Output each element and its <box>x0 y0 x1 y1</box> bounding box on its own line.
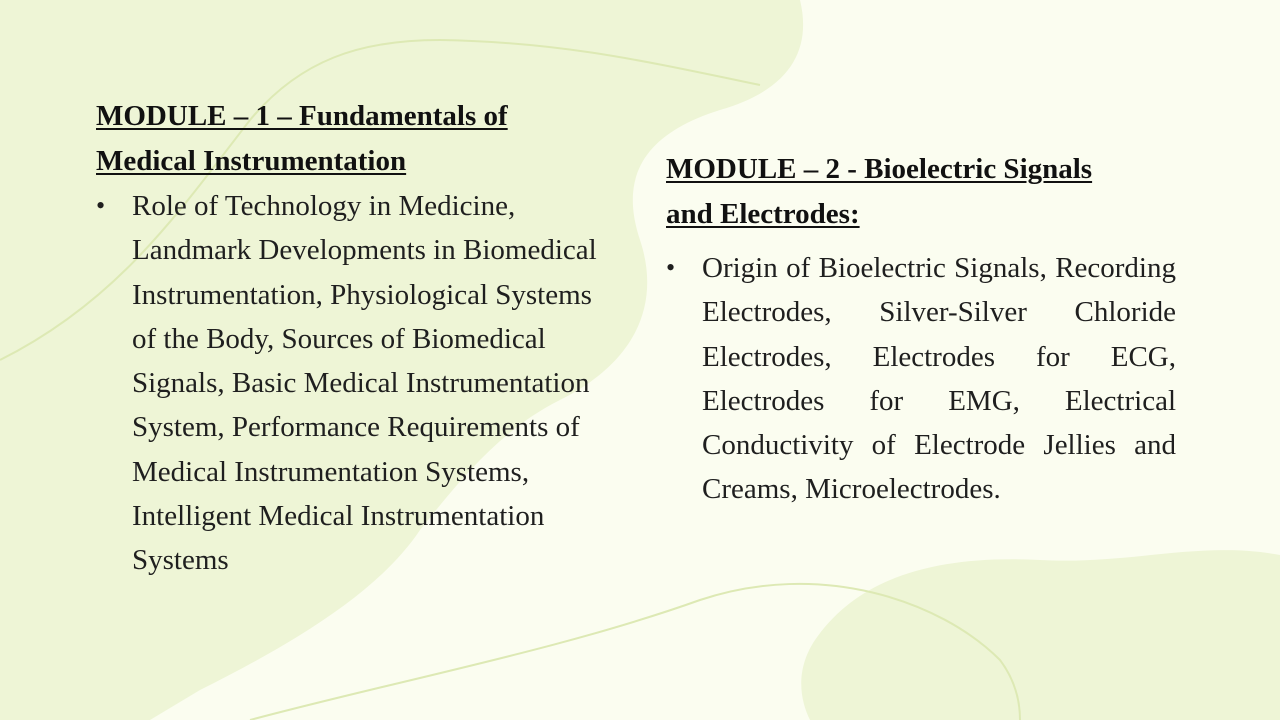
module-1-bullet-list <box>96 184 616 583</box>
module-1-heading <box>96 94 616 184</box>
module-1-heading-line1: MODULE – 1 – Fundamentals of <box>96 100 508 132</box>
module-2-topics-text: Origin of Bioelectric Signals, Recording Electrodes, Silver-Silver Chloride Electrodes, Electrodes for ECG, Electrodes for EMG, Electrical Conductivity of Electrode Jellies and Creams, Microelectrodes. <box>702 252 1176 506</box>
module-2-heading-line2: and Electrodes: <box>666 198 860 230</box>
module-2-section <box>666 147 1176 512</box>
module-1-bullet-item <box>96 184 616 583</box>
bullet-marker: • <box>96 191 106 220</box>
bullet-marker: • <box>666 253 676 282</box>
module-2-heading <box>666 147 1176 237</box>
module-1-heading-line2: Medical Instrumentation <box>96 145 407 177</box>
module-1-section <box>96 94 616 583</box>
module-2-heading-line1: MODULE – 2 - Bioelectric Signals <box>666 153 1093 185</box>
module-2-bullet-item <box>666 246 1176 512</box>
module-1-topics-text: Role of Technology in Medicine, Landmark Developments in Biomedical Instrumentation, Physiological Systems of the Body, Sources of Biomedical Signals, Basic Medical Instrumentation System, Performance Requirements of Medical Instrumentation Systems, Intelligent Medical Instrumentation Systems <box>132 190 597 577</box>
module-2-bullet-list <box>666 246 1176 512</box>
